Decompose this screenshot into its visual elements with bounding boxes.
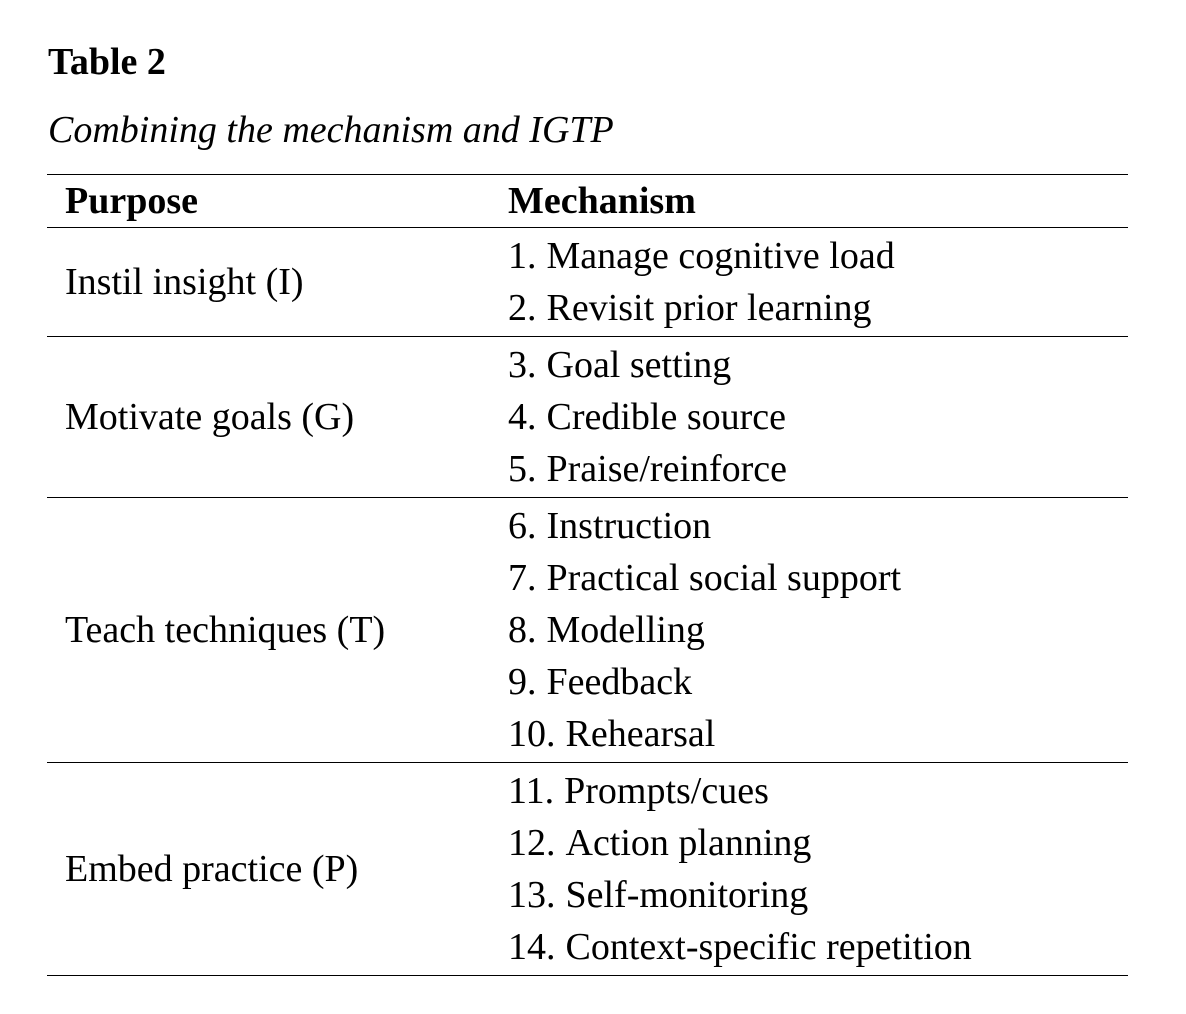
table-row-group-insight bbox=[47, 228, 1128, 337]
mechanism-item bbox=[508, 282, 1128, 334]
mechanism-number: 13. bbox=[508, 874, 556, 916]
table-header-row bbox=[47, 175, 1128, 228]
mechanism-item bbox=[508, 921, 1128, 973]
mechanism-number: 3. bbox=[508, 344, 537, 386]
mechanism-text: Context-specific repetition bbox=[565, 926, 972, 968]
mechanism-item bbox=[508, 552, 1128, 604]
mechanism-list bbox=[490, 228, 1128, 336]
mechanism-number: 14. bbox=[508, 926, 556, 968]
mechanism-text: Goal setting bbox=[546, 344, 732, 386]
mechanism-number: 9. bbox=[508, 661, 537, 703]
mechanism-number: 2. bbox=[508, 287, 537, 329]
mechanism-number: 4. bbox=[508, 396, 537, 438]
table-row-group-practice bbox=[47, 763, 1128, 976]
table-row-group-goals bbox=[47, 337, 1128, 498]
table-caption: Combining the mechanism and IGTP bbox=[48, 109, 614, 151]
mechanism-item bbox=[508, 443, 1128, 495]
mechanism-item bbox=[508, 230, 1128, 282]
mechanism-item bbox=[508, 656, 1128, 708]
mechanism-text: Instruction bbox=[546, 505, 712, 547]
mechanism-number: 12. bbox=[508, 822, 556, 864]
mechanism-text: Modelling bbox=[546, 609, 705, 651]
mechanism-item bbox=[508, 500, 1128, 552]
igtp-table bbox=[47, 174, 1128, 976]
mechanism-text: Rehearsal bbox=[565, 713, 716, 755]
mechanism-number: 1. bbox=[508, 235, 537, 277]
mechanism-number: 5. bbox=[508, 448, 537, 490]
mechanism-item bbox=[508, 765, 1128, 817]
purpose-cell: Motivate goals (G) bbox=[65, 396, 355, 438]
mechanism-number: 8. bbox=[508, 609, 537, 651]
mechanism-number: 6. bbox=[508, 505, 537, 547]
mechanism-list bbox=[490, 498, 1128, 762]
mechanism-item bbox=[508, 869, 1128, 921]
purpose-cell: Teach techniques (T) bbox=[65, 609, 386, 651]
mechanism-text: Self-monitoring bbox=[565, 874, 809, 916]
purpose-cell: Embed practice (P) bbox=[65, 848, 359, 890]
mechanism-text: Practical social support bbox=[546, 557, 902, 599]
mechanism-number: 11. bbox=[508, 770, 555, 812]
table-label: Table 2 bbox=[48, 41, 166, 83]
mechanism-number: 7. bbox=[508, 557, 537, 599]
mechanism-item bbox=[508, 391, 1128, 443]
mechanism-text: Feedback bbox=[546, 661, 693, 703]
mechanism-text: Manage cognitive load bbox=[546, 235, 895, 277]
header-mechanism: Mechanism bbox=[508, 180, 696, 222]
mechanism-text: Praise/reinforce bbox=[546, 448, 788, 490]
mechanism-item bbox=[508, 339, 1128, 391]
purpose-cell: Instil insight (I) bbox=[65, 261, 304, 303]
mechanism-number: 10. bbox=[508, 713, 556, 755]
mechanism-text: Revisit prior learning bbox=[546, 287, 872, 329]
mechanism-item bbox=[508, 604, 1128, 656]
table-row-group-techniques bbox=[47, 498, 1128, 763]
mechanism-text: Action planning bbox=[565, 822, 812, 864]
mechanism-item bbox=[508, 708, 1128, 760]
mechanism-text: Credible source bbox=[546, 396, 787, 438]
mechanism-text: Prompts/cues bbox=[564, 770, 769, 812]
mechanism-item bbox=[508, 817, 1128, 869]
header-purpose: Purpose bbox=[65, 180, 198, 222]
mechanism-list bbox=[490, 763, 1128, 975]
mechanism-list bbox=[490, 337, 1128, 497]
